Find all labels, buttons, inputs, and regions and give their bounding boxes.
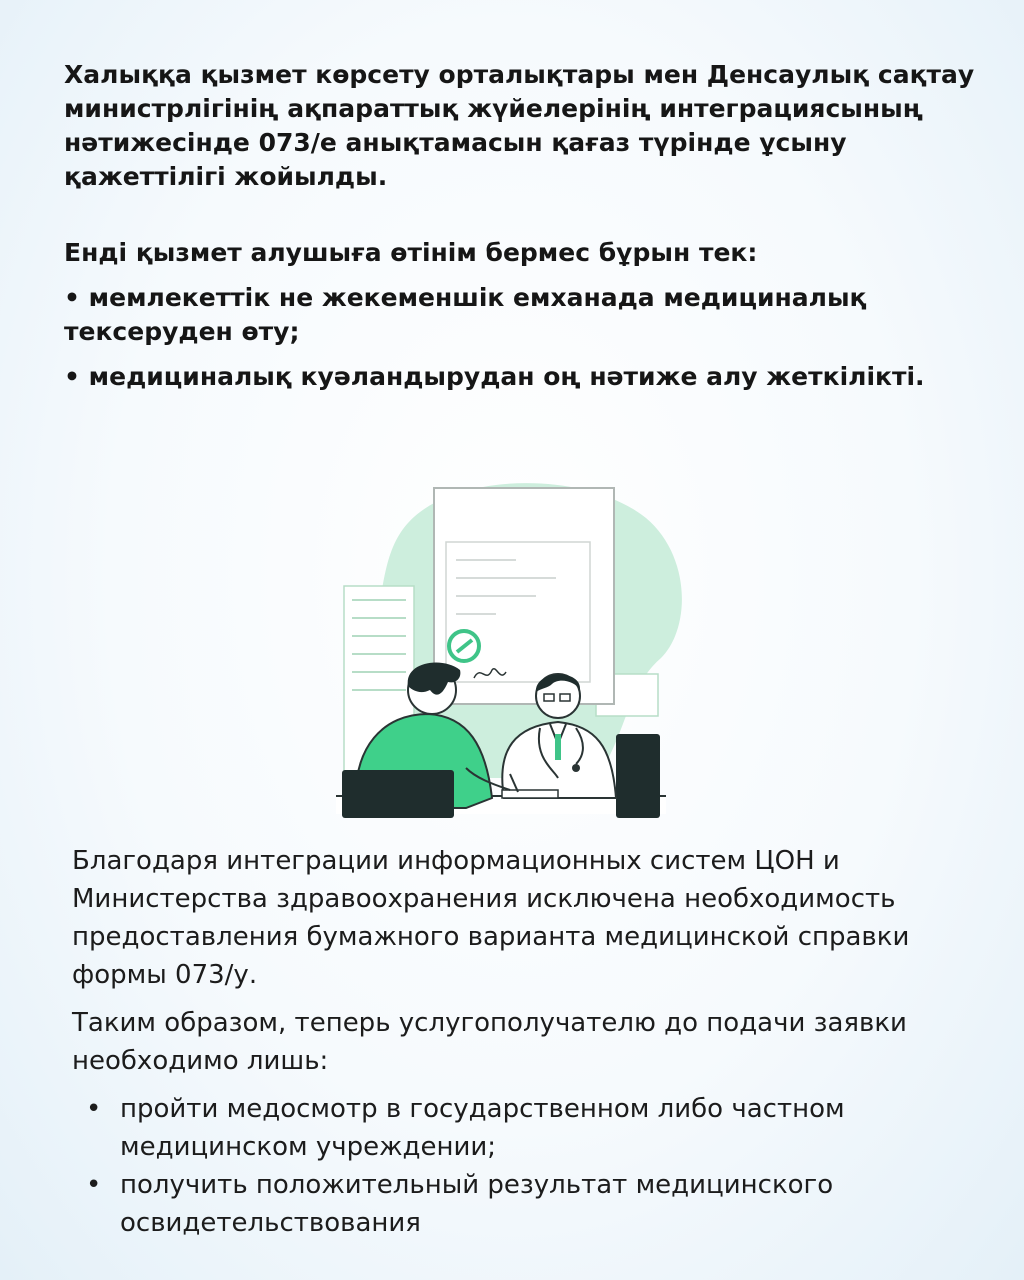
- bullet-marker: •: [86, 1094, 102, 1124]
- doctor-consultation-illustration: [296, 478, 736, 836]
- russian-text-block: [72, 842, 972, 1242]
- kazakh-bullet-1: • мемлекеттік не жекеменшік емханада медициналық тексеруден өту;: [64, 283, 867, 346]
- russian-bullet-list: [72, 1090, 972, 1242]
- list-item: [72, 1090, 972, 1166]
- russian-bullet-2: получить положительный результат медицинского освидетельствования: [120, 1170, 834, 1238]
- kazakh-lead-line: Енді қызмет алушыға өтінім бермес бұрын тек:: [64, 238, 758, 267]
- kazakh-intro-paragraph: Халыққа қызмет көрсету орталықтары мен Денсаулық сақтау министрлігінің ақпараттық жүйелерінің интеграциясының нәтижесінде 073/е анықтамасын қағаз түрінде ұсыну қажеттілігі жойылды.: [64, 60, 975, 191]
- russian-intro-paragraph: Благодаря интеграции информационных систем ЦОН и Министерства здравоохранения исключена необходимость предоставления бумажного варианта медицинской справки формы 073/у.: [72, 846, 910, 990]
- doctor-chair: [616, 734, 660, 818]
- kazakh-bullet-2: • медициналық куәландырудан оң нәтиже алу жеткілікті.: [64, 362, 925, 391]
- russian-lead-paragraph: Таким образом, теперь услугополучателю до подачи заявки необходимо лишь:: [72, 1008, 907, 1076]
- russian-bullet-1: пройти медосмотр в государственном либо частном медицинском учреждении;: [120, 1094, 845, 1162]
- kazakh-text-block: [64, 58, 994, 405]
- patient-chair: [342, 770, 454, 818]
- bullet-marker: •: [86, 1170, 102, 1200]
- list-item: [72, 1166, 972, 1242]
- paper-on-desk: [502, 790, 558, 798]
